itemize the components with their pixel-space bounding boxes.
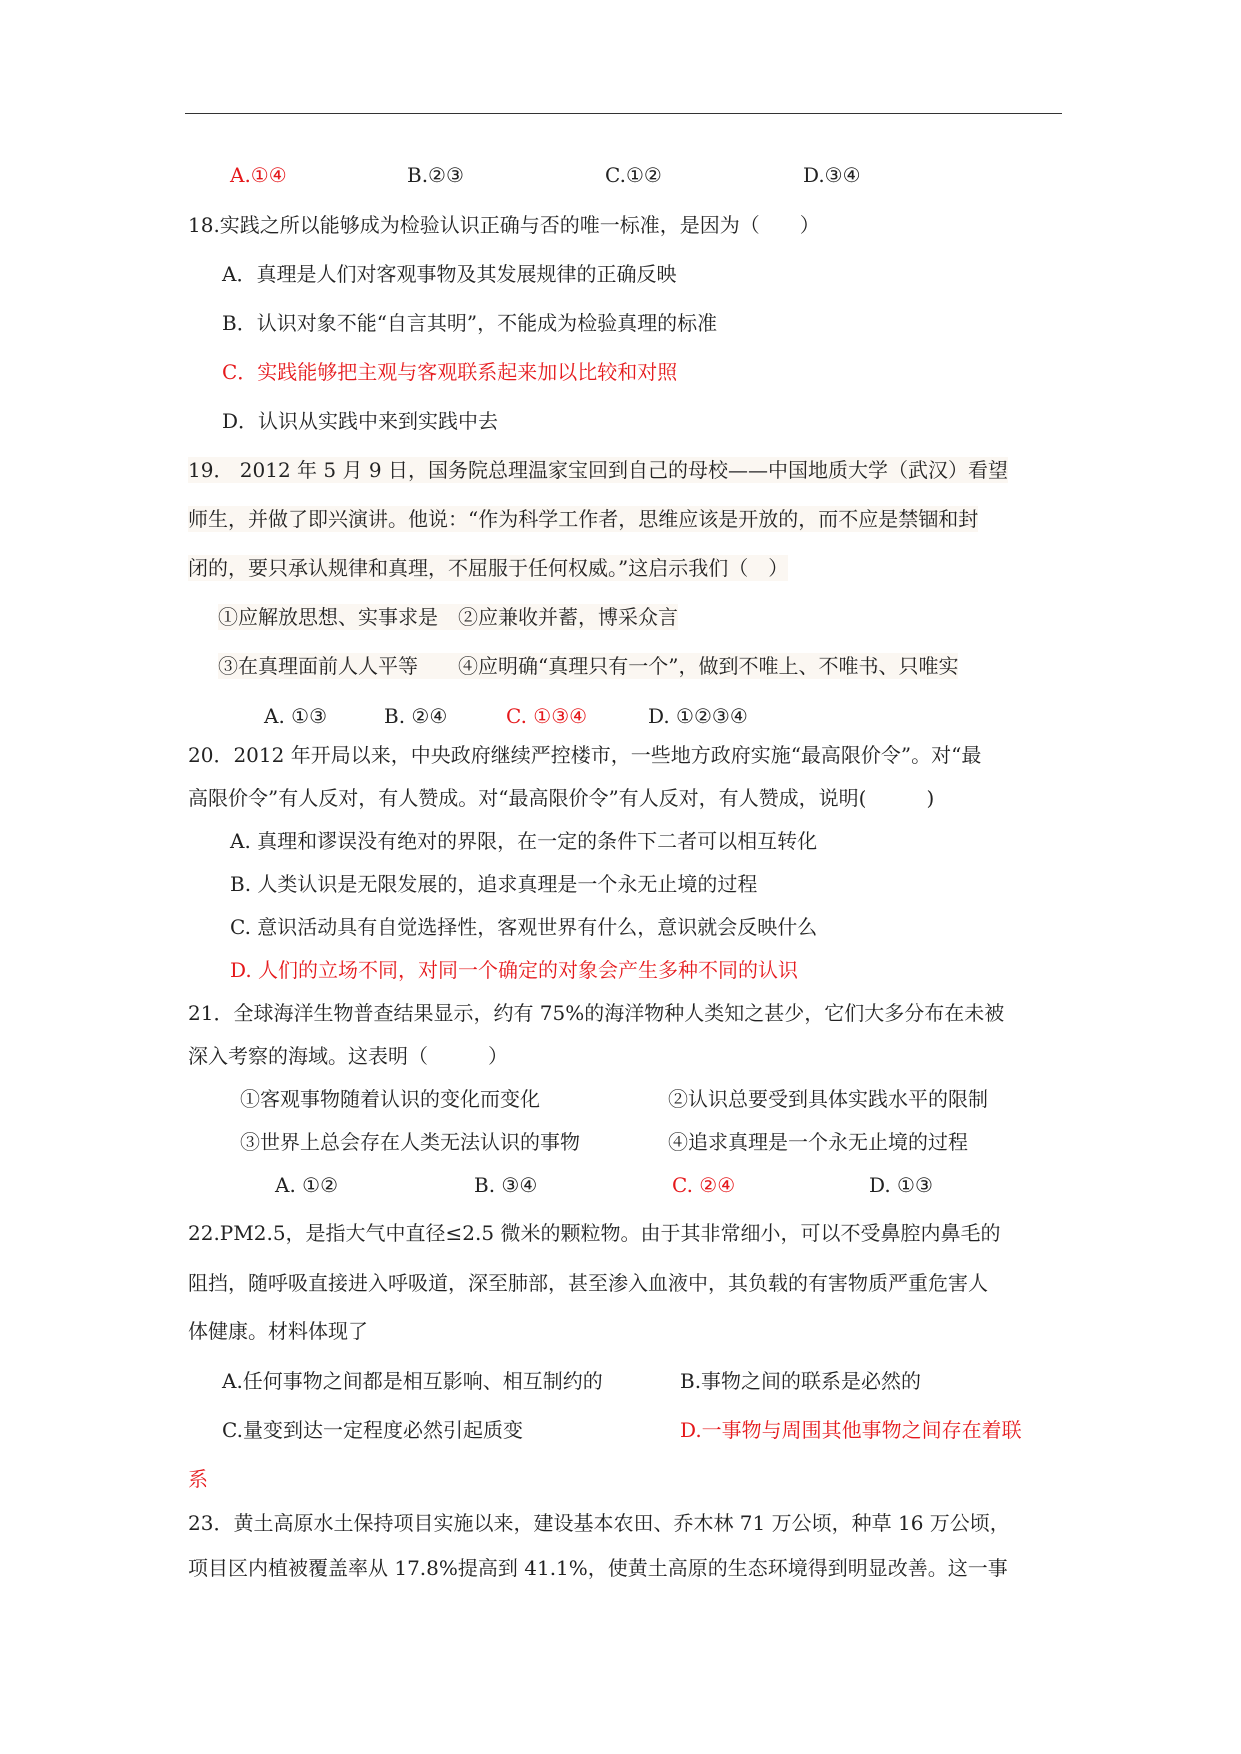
q21-item-4: ④追求真理是一个永无止境的过程 (668, 1130, 968, 1154)
q18-option-d: D．认识从实践中来到实践中去 (222, 409, 499, 433)
q19-stem-line-1: 19． 2012 年 5 月 9 日，国务院总理温家宝回到自己的母校——中国地质大学（武汉）看望 (188, 458, 1008, 482)
q22-stem-line-3: 体健康。材料体现了 (188, 1319, 368, 1343)
q22-stem-line-2: 阻挡，随呼吸直接进入呼吸道，深至肺部，甚至渗入血液中，其负载的有害物质严重危害人 (188, 1271, 988, 1295)
q22-option-a: A.任何事物之间都是相互影响、相互制约的 (222, 1369, 603, 1393)
q19-option-c: C. ①③④ (506, 704, 588, 728)
q20-stem-line-1: 20．2012 年开局以来，中央政府继续严控楼市，一些地方政府实施“最高限价令”。对“最 (188, 743, 982, 767)
q18-option-b: B．认识对象不能“自言其明”，不能成为检验真理的标准 (222, 311, 718, 335)
q22-option-b: B.事物之间的联系是必然的 (680, 1369, 922, 1393)
q20-option-c: C. 意识活动具有自觉选择性，客观世界有什么，意识就会反映什么 (230, 915, 818, 939)
q22-option-d: D.一事物与周围其他事物之间存在着联 (680, 1418, 1022, 1442)
q21-item-1: ①客观事物随着认识的变化而变化 (240, 1087, 540, 1111)
q19-option-a: A. ①③ (264, 704, 328, 728)
q22-option-d-wrap: 系 (188, 1467, 208, 1491)
q20-stem-line-2: 高限价令”有人反对，有人赞成。对“最高限价令”有人反对，有人赞成，说明( ) (188, 786, 935, 810)
q19-stem-line-3: 闭的，要只承认规律和真理，不屈服于任何权威。”这启示我们（ ） (188, 556, 789, 580)
q17-option-c: C.①② (605, 163, 662, 187)
q21-option-b: B. ③④ (474, 1173, 538, 1197)
q19-items-line-1: ①应解放思想、实事求是 ②应兼收并蓄，博采众言 (218, 605, 678, 629)
q21-option-c: C. ②④ (672, 1173, 736, 1197)
q19-option-b: B. ②④ (384, 704, 448, 728)
q20-option-d: D. 人们的立场不同，对同一个确定的对象会产生多种不同的认识 (230, 958, 799, 982)
q20-option-a: A. 真理和谬误没有绝对的界限，在一定的条件下二者可以相互转化 (230, 829, 818, 853)
header-rule (185, 113, 1062, 114)
q20-option-b: B. 人类认识是无限发展的，追求真理是一个永无止境的过程 (230, 872, 758, 896)
q17-option-b: B.②③ (407, 163, 464, 187)
q17-option-d: D.③④ (803, 163, 861, 187)
q19-stem-line-2: 师生，并做了即兴演讲。他说：“作为科学工作者，思维应该是开放的，而不应是禁锢和封 (188, 507, 979, 531)
q19-option-d: D. ①②③④ (648, 704, 748, 728)
q21-stem-line-1: 21．全球海洋生物普查结果显示，约有 75%的海洋物种人类知之甚少，它们大多分布在未被 (188, 1001, 1005, 1025)
q21-item-3: ③世界上总会存在人类无法认识的事物 (240, 1130, 580, 1154)
q21-item-2: ②认识总要受到具体实践水平的限制 (668, 1087, 988, 1111)
q21-option-d: D. ①③ (869, 1173, 933, 1197)
q21-stem-line-2: 深入考察的海域。这表明（ ） (188, 1044, 508, 1068)
q22-stem-line-1: 22.PM2.5，是指大气中直径≤2.5 微米的颗粒物。由于其非常细小，可以不受鼻腔内鼻毛的 (188, 1221, 1001, 1245)
q18-option-a: A．真理是人们对客观事物及其发展规律的正确反映 (222, 262, 677, 286)
q18-option-c: C．实践能够把主观与客观联系起来加以比较和对照 (222, 360, 678, 384)
q21-option-a: A. ①② (275, 1173, 339, 1197)
q23-stem-line-1: 23．黄土高原水土保持项目实施以来，建设基本农田、乔木林 71 万公顷，种草 16 万公顷， (188, 1511, 1010, 1535)
q22-option-c: C.量变到达一定程度必然引起质变 (222, 1418, 523, 1442)
q23-stem-line-2: 项目区内植被覆盖率从 17.8%提高到 41.1%，使黄土高原的生态环境得到明显改善。这一事 (188, 1556, 1008, 1580)
q18-stem: 18.实践之所以能够成为检验认识正确与否的唯一标准，是因为（ ） (188, 213, 820, 237)
q19-items-line-2: ③在真理面前人人平等 ④应明确“真理只有一个”，做到不唯上、不唯书、只唯实 (218, 654, 959, 678)
q17-option-a: A.①④ (230, 163, 287, 187)
